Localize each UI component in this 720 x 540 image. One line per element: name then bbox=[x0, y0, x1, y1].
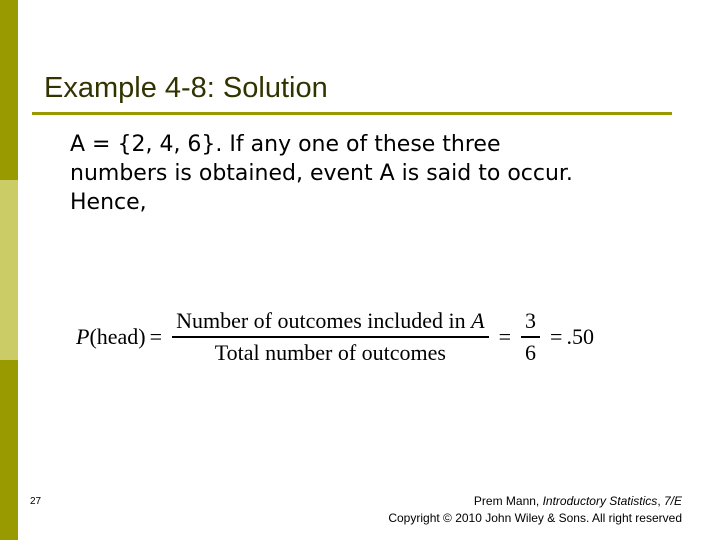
probability-formula bbox=[76, 308, 594, 366]
fraction-value-denominator: 6 bbox=[525, 340, 537, 365]
footer-copyright: Copyright © 2010 John Wiley & Sons. All right reserved bbox=[388, 511, 682, 525]
formula-equals-3: = bbox=[550, 324, 563, 349]
formula-equals-1: = bbox=[149, 324, 163, 349]
footer-edition: 7/E bbox=[663, 494, 682, 508]
formula-fraction-value bbox=[521, 308, 540, 366]
slide-title: Example 4-8: Solution bbox=[44, 72, 328, 104]
body-line-2: numbers is obtained, event A is said to occur. bbox=[70, 161, 573, 186]
slide-number: 27 bbox=[30, 496, 42, 507]
title-underline bbox=[32, 112, 672, 115]
footer-line-1 bbox=[474, 494, 682, 508]
formula-equals-2: = bbox=[498, 324, 512, 349]
side-accent-bar-middle bbox=[0, 180, 18, 360]
formula-fraction-main bbox=[172, 308, 489, 366]
body-text bbox=[70, 130, 690, 217]
footer-credit bbox=[388, 493, 682, 527]
side-accent-bar-bottom bbox=[0, 360, 18, 540]
body-line-3: Hence, bbox=[70, 190, 147, 215]
fraction-main-denominator: Total number of outcomes bbox=[214, 340, 446, 365]
numerator-var: A bbox=[471, 308, 485, 333]
body-line-1: A = {2, 4, 6}. If any one of these three bbox=[70, 132, 501, 157]
formula-result: .50 bbox=[566, 324, 594, 349]
footer-sep: , bbox=[657, 494, 664, 508]
formula-p: P bbox=[76, 324, 90, 349]
fraction-value-numerator: 3 bbox=[525, 308, 537, 333]
footer-book: Introductory Statistics bbox=[542, 494, 658, 508]
numerator-text: Number of outcomes included in bbox=[176, 308, 472, 333]
formula-lhs bbox=[76, 324, 146, 350]
fraction-main-numerator bbox=[172, 308, 489, 336]
side-accent-bar-top bbox=[0, 0, 18, 180]
formula-head: (head) bbox=[89, 324, 146, 349]
footer-author: Prem Mann, bbox=[473, 494, 543, 508]
